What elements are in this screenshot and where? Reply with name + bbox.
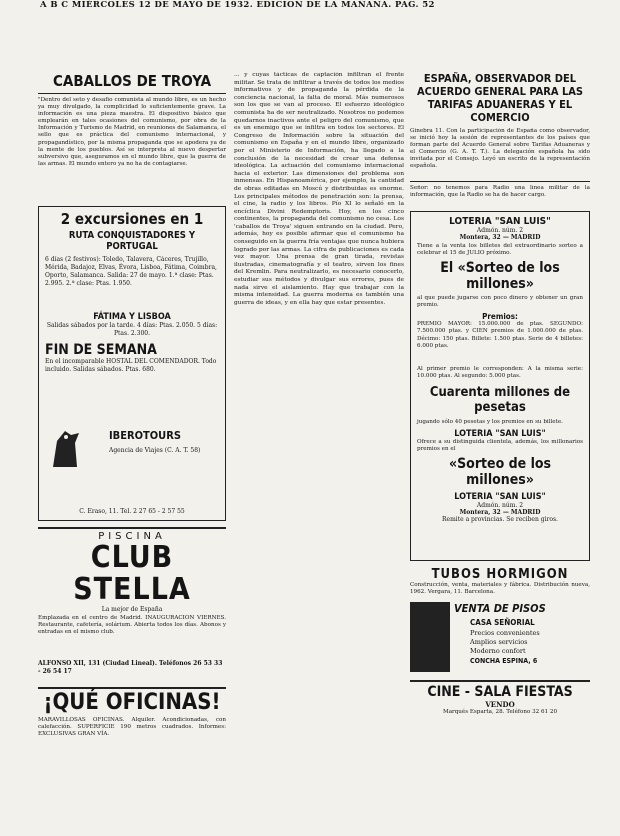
column-right: [410, 72, 590, 836]
weekend-title: FIN DE SEMANA: [45, 342, 157, 358]
building-icon: [410, 602, 450, 672]
club-address: ALFONSO XII, 131 (Ciudad Lineal). Teléfonos 26 53 33 - 26 54 17: [38, 660, 223, 675]
pool-ad: [38, 527, 226, 681]
lottery-body2: al que puede jugarse con poco dinero y obtener un gran premio.: [417, 295, 583, 309]
lottery2-address: Montera, 32 — MADRID: [459, 508, 541, 516]
lottery2-name: LOTERIA "SAN LUIS": [454, 491, 546, 502]
column-middle: [234, 72, 404, 836]
fatima-body: Salidas sábados por la tarde. 4 días: Ptas. 2.050. 5 días: Ptas. 2.300.: [46, 322, 218, 337]
lottery-address: Montera, 32 — MADRID: [459, 234, 541, 241]
cinema-body: Marqués Esparta, 28. Teléfono 32 61 20: [442, 709, 558, 716]
cinema-ad: [410, 680, 590, 716]
travel-ad: [38, 206, 226, 521]
agency-sub: Agencia de Viajes (C. A. T. 58): [109, 447, 201, 454]
flats-line1: CASA SEÑORIAL: [470, 618, 535, 628]
lottery-name: LOTERIA "SAN LUIS": [449, 216, 551, 227]
flats-line2: Precios convenientes: [470, 629, 540, 638]
offices-ad: [38, 687, 226, 759]
flats-ad: [410, 602, 590, 674]
column-left: [38, 72, 226, 836]
news-body: Ginebra 11. Con la participación de España como observador, se inició hoy la sesión de representantes de los países que forman parte del Acuerdo General sobre Tarifas Aduaneras y el Comercio (G. A. T. T.). La delegación española ha sido invitada por el Consejo. Leyó un escrito de la representación española.: [410, 128, 590, 170]
tubes-body: Construcción, venta, materiales y fábrica. Distribución nueva, 1962. Vergara, 11. Barcelona.: [410, 582, 590, 596]
travel-ad-body: 6 días (2 festivos): Toledo, Talavera, Cáceres, Trujillo, Mérida, Badajoz, Elvas, Évora, Lisboa, Fátima, Coimbra, Oporto, Salamanca. Salida: 27 de mayo. 1.ª clase: Ptas. 2.995. 2.ª clase: Ptas. 1.950.: [45, 256, 217, 287]
lottery-admin: Admón. núm. 2: [476, 227, 524, 234]
article-title: CABALLOS DE TROYA: [52, 72, 212, 90]
lottery-name2: LOTERIA "SAN LUIS": [454, 428, 546, 439]
lottery2-footer: Remite a provincias. Se reciben giros.: [442, 515, 558, 523]
prizes-title: Premios:: [482, 312, 518, 322]
weekend-body: En el incomparable HOSTAL DEL COMENDADOR. Todo incluido. Salidas sábados. Ptas. 680.: [45, 358, 217, 373]
club-name: CLUB STELLA: [73, 540, 191, 607]
lottery-ad: [410, 211, 590, 561]
cinema-sub: VENDO: [485, 700, 515, 710]
fatima-title: FÁTIMA Y LISBOA: [93, 312, 171, 322]
lottery-body4: Ofrece a su distinguida clientela, además, los millonarios premios en el: [417, 438, 583, 452]
bonus-body: Al primer premio le corresponden: A la misma serie: 10.000 ptas. Al segundo: 5.000 ptas.: [417, 366, 583, 380]
article-body: "Dentro del seto y desafío comunista al mundo libre, es un hecho ya muy divulgado, la complicidad lo suficientemente grave. La información es una pieza maestra. El dispositivo básico que emplearán en tales ocasiones del comunismo, por obra de la Información y Turismo de Madrid, en reuniones de Salamanca, el sello que es práctica del comunismo internacional, y propagandístico, por la misma propaganda que se apodera ya de la mente de los pueblos. Así se interpreta al nuevo despertar subversivo que, aseguramos en el mundo libre, que la guerra de las armas. El mundo entero ya no ha de contagiarse.: [38, 97, 226, 167]
flats-label: VENTA DE PISOS: [454, 602, 546, 616]
flats-line4: Moderno confort: [470, 647, 526, 656]
lottery-headline2: Cuarenta millones de pesetas: [429, 384, 571, 415]
offices-body: MARAVILLOSAS OFICINAS. Alquiler. Acondicionadas, con calefacción. SUPERFICIE 190 metros cuadrados. Informes: EXCLUSIVAS GRAN VÍA.: [38, 717, 226, 738]
flats-address: CONCHA ESPINA, 6: [470, 657, 538, 666]
club-body: Emplazada en el centro de Madrid. INAUGURACIÓN VIERNES. Restaurante, cafetería, solárium. Abierta todos los días. Abonos y entradas en el mismo club.: [38, 615, 226, 636]
horse-emblem-icon: [49, 427, 83, 471]
lottery2-admin: Admón. núm. 2: [476, 501, 524, 509]
lottery-headline3: «Sorteo de los millones»: [448, 455, 552, 488]
offices-title: ¡QUÉ OFICINAS!: [43, 690, 221, 715]
cinema-title: CINE - SALA FIESTAS: [427, 684, 573, 701]
article-continuation: ... y cuyas tácticas de captación infiltran el frente militar. Se trata de infiltrar a través de todos los medios informativos y de propaganda la pérdida de la conciencia nacional, la falta de moral. Más numerosos son los que se van al proceso. El esfuerzo ideológico comunista ha de ser neutralizado. Nosotros no podemos quedarnos inactivos ante el peligro del comunismo, que es un enemigo que se infiltra en todos los sectores. El Congreso de Información sobre la situación del comunismo en España y en el mundo libre, organizado por el Ministerio de Información, ha llegado a la conclusión de la necesidad de crear una defensa ideológica. La actuación del comunismo internacional hacia el exterior. Las dimensiones del problema son inmensas. En Hispanoamérica, por ejemplo, la cantidad de obras editadas en Moscú y distribuidas es enorme. Los principales métodos de penetración son: la prensa, el cine, la radio y los libros. Pío XI lo señaló en la encíclica Divini Redemptoris. Hoy, en los cinco continentes, la propaganda del comunismo no cesa. Los 'caballos de Troya' siguen entrando en la ciudad. Pero, además, hoy es posible afirmar que el comunismo ha conseguido en la guerra fría ventajas que nunca hubiera logrado por las armas. La cifra de publicaciones es cada vez mayor. Una prensa de gran tirada, revistas ilustradas, cinematografía y el teatro, sirven los fines del Kremlin. Para neutralizarlo, es necesario conocerlo, estudiar sus métodos y divulgar sus errores, pues de nada sirve el aislamiento. Hay que trabajar con la misma intensidad. La guerra moderna es también una guerra de ideas, y en ella hay que estar presentes.: [234, 72, 404, 306]
tubes-title: TUBOS HORMIGON: [431, 567, 569, 582]
agency-address: C. Eraso, 11. Tel. 2 27 65 - 2 57 55: [79, 508, 185, 515]
travel-ad-title: 2 excursiones en 1: [60, 210, 204, 228]
lottery-headline: El «Sorteo de los millones»: [440, 260, 560, 293]
agency-name: IBEROTOURS: [109, 429, 181, 442]
flats-line3: Amplios servicios: [470, 638, 528, 647]
lottery-body: Tiene a la venta los billetes del extraordinario sorteo a celebrar el 15 de JULIO próximo.: [417, 243, 583, 257]
tubes-ad: [410, 567, 590, 596]
prizes-body: PREMIO MAYOR: 15.000.000 de ptas. SEGUNDO: 7.500.000 ptas. y CIEN premios de 1.000.000 de ptas. Décimo: 150 ptas. Billete: 1.500 ptas. Serie de 4 billetes: 6.000 ptas.: [417, 321, 583, 349]
news-title: ESPAÑA, OBSERVADOR DEL ACUERDO GENERAL PARA LAS TARIFAS ADUANERAS Y EL COMERCIO: [416, 72, 584, 124]
page-header: A B C MIÉRCOLES 12 DE MAYO DE 1932. EDICION DE LA MAÑANA. PAG. 52: [40, 0, 435, 10]
pool-label: PISCINA: [98, 531, 166, 542]
lottery-body3: jugando sólo 40 pesetas y los premios en su billete.: [417, 418, 563, 425]
news-note: Señor: no tenemos para Radio una línea militar de la información, que la Radio se ha de hacer cargo.: [410, 185, 590, 199]
club-subtitle: La mejor de España: [101, 606, 163, 613]
travel-ad-subtitle: RUTA CONQUISTADORES Y PORTUGAL: [68, 230, 196, 252]
